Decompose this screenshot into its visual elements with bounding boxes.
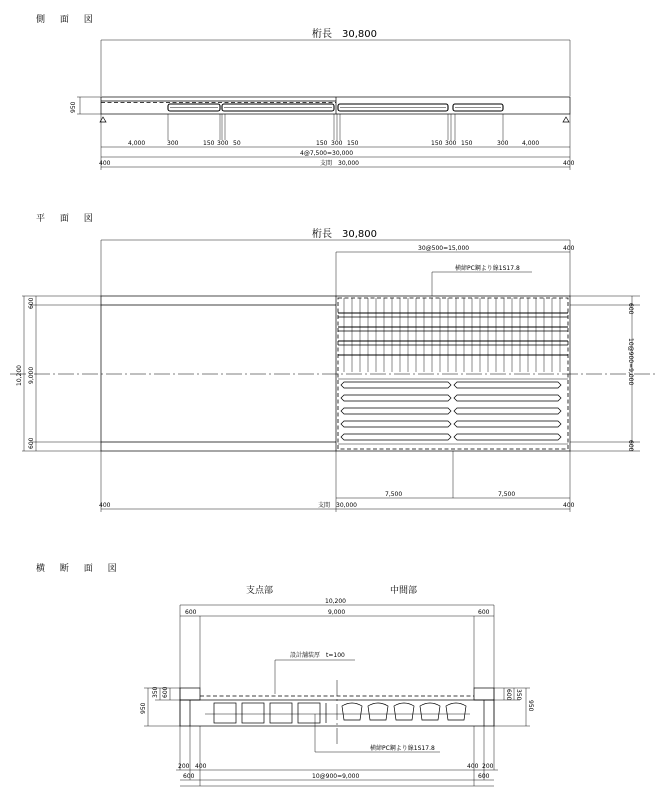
cross-left-edge: 600 bbox=[185, 609, 197, 616]
plan-end-right: 400 bbox=[563, 502, 575, 509]
cross-bottom-right-c: 600 bbox=[478, 773, 490, 780]
cross-section-title: 横 断 面 図 bbox=[36, 564, 123, 574]
plan-left-bottom: 600 bbox=[28, 437, 35, 449]
plan-bottom-dim-1: 7,500 bbox=[385, 491, 403, 498]
side-dim-right-2: 150 bbox=[461, 140, 473, 147]
cross-left-dim-2: 600 bbox=[162, 686, 169, 698]
side-dim-left-4: 50 bbox=[233, 140, 241, 147]
cross-strand-note: 横締PC鋼より線1S17.8 bbox=[370, 745, 435, 752]
cross-bottom-spacing: 10@900=9,000 bbox=[312, 773, 360, 780]
cross-left-dim-1: 350 bbox=[152, 686, 159, 698]
side-dim-right-1: 300 bbox=[445, 140, 457, 147]
cross-right-dim-2: 350 bbox=[515, 689, 522, 701]
side-end-right: 400 bbox=[563, 160, 575, 167]
side-dim-left-3: 300 bbox=[217, 140, 229, 147]
side-end-left: 400 bbox=[99, 160, 111, 167]
side-dim-right-3: 300 bbox=[497, 140, 509, 147]
cross-bottom-left-b: 400 bbox=[195, 763, 207, 770]
cross-total-width: 10,200 bbox=[325, 598, 346, 605]
cross-pavement-note: 設計舗装厚 t=100 bbox=[290, 652, 345, 659]
plan-span: 支間 30,000 bbox=[318, 502, 357, 509]
side-dim-right-0: 150 bbox=[431, 140, 443, 147]
side-center-dim-0: 150 bbox=[316, 140, 328, 147]
cross-bottom-right-b: 200 bbox=[482, 763, 494, 770]
plan-end-left: 400 bbox=[99, 502, 111, 509]
plan-strand-note: 横締PC鋼より線1S17.8 bbox=[455, 265, 520, 272]
side-height-label: 950 bbox=[70, 101, 77, 113]
cross-center-width: 9,000 bbox=[328, 609, 346, 616]
plan-view-title: 平 面 図 bbox=[36, 214, 99, 224]
cross-support-webs bbox=[214, 703, 326, 723]
side-dim-right-4: 4,000 bbox=[522, 140, 540, 147]
plan-void-lines bbox=[338, 313, 568, 355]
plan-right-mid: 10@900=9,000 bbox=[627, 338, 634, 386]
side-center-dim-2: 150 bbox=[347, 140, 359, 147]
side-dim-left-0: 4,000 bbox=[128, 140, 146, 147]
plan-bottom-dim-2: 7,500 bbox=[498, 491, 516, 498]
cross-bottom-right-a: 400 bbox=[467, 763, 479, 770]
side-view-title: 側 面 図 bbox=[36, 15, 99, 25]
cross-right-edge: 600 bbox=[478, 609, 490, 616]
plan-right-bottom: 600 bbox=[627, 440, 634, 452]
plan-girder-length: 桁長 30,800 bbox=[312, 229, 377, 240]
plan-view bbox=[10, 213, 657, 512]
cross-voids bbox=[342, 703, 466, 720]
side-dim-left-2: 150 bbox=[203, 140, 215, 147]
plan-transverse-strands bbox=[344, 298, 560, 372]
plan-right-top: 600 bbox=[627, 303, 634, 315]
plan-top-spacing: 30@500=15,000 bbox=[418, 245, 470, 252]
cross-right-dim-1: 950 bbox=[527, 700, 534, 712]
plan-left-top: 600 bbox=[28, 297, 35, 309]
side-dim-left-1: 300 bbox=[167, 140, 179, 147]
side-center-dim-1: 300 bbox=[331, 140, 343, 147]
side-girder-length: 桁長 30,800 bbox=[312, 29, 377, 40]
cross-left-dim-0: 950 bbox=[140, 702, 147, 714]
side-span: 支間 30,000 bbox=[320, 160, 359, 167]
cross-bottom-left-a: 200 bbox=[178, 763, 190, 770]
plan-top-right: 400 bbox=[563, 245, 575, 252]
side-spacing: 4@7,500=30,000 bbox=[300, 150, 354, 157]
side-view bbox=[36, 13, 575, 170]
plan-left-total: 10,200 bbox=[16, 365, 23, 386]
cross-right-dim-0: 600 bbox=[505, 689, 512, 701]
plan-voids bbox=[341, 382, 561, 440]
plan-left-inner: 9,000 bbox=[28, 366, 35, 384]
cross-label-middle: 中間部 bbox=[390, 586, 418, 596]
cross-section bbox=[36, 562, 534, 786]
cross-bottom-left-c: 600 bbox=[183, 773, 195, 780]
cross-label-support: 支点部 bbox=[246, 586, 274, 596]
